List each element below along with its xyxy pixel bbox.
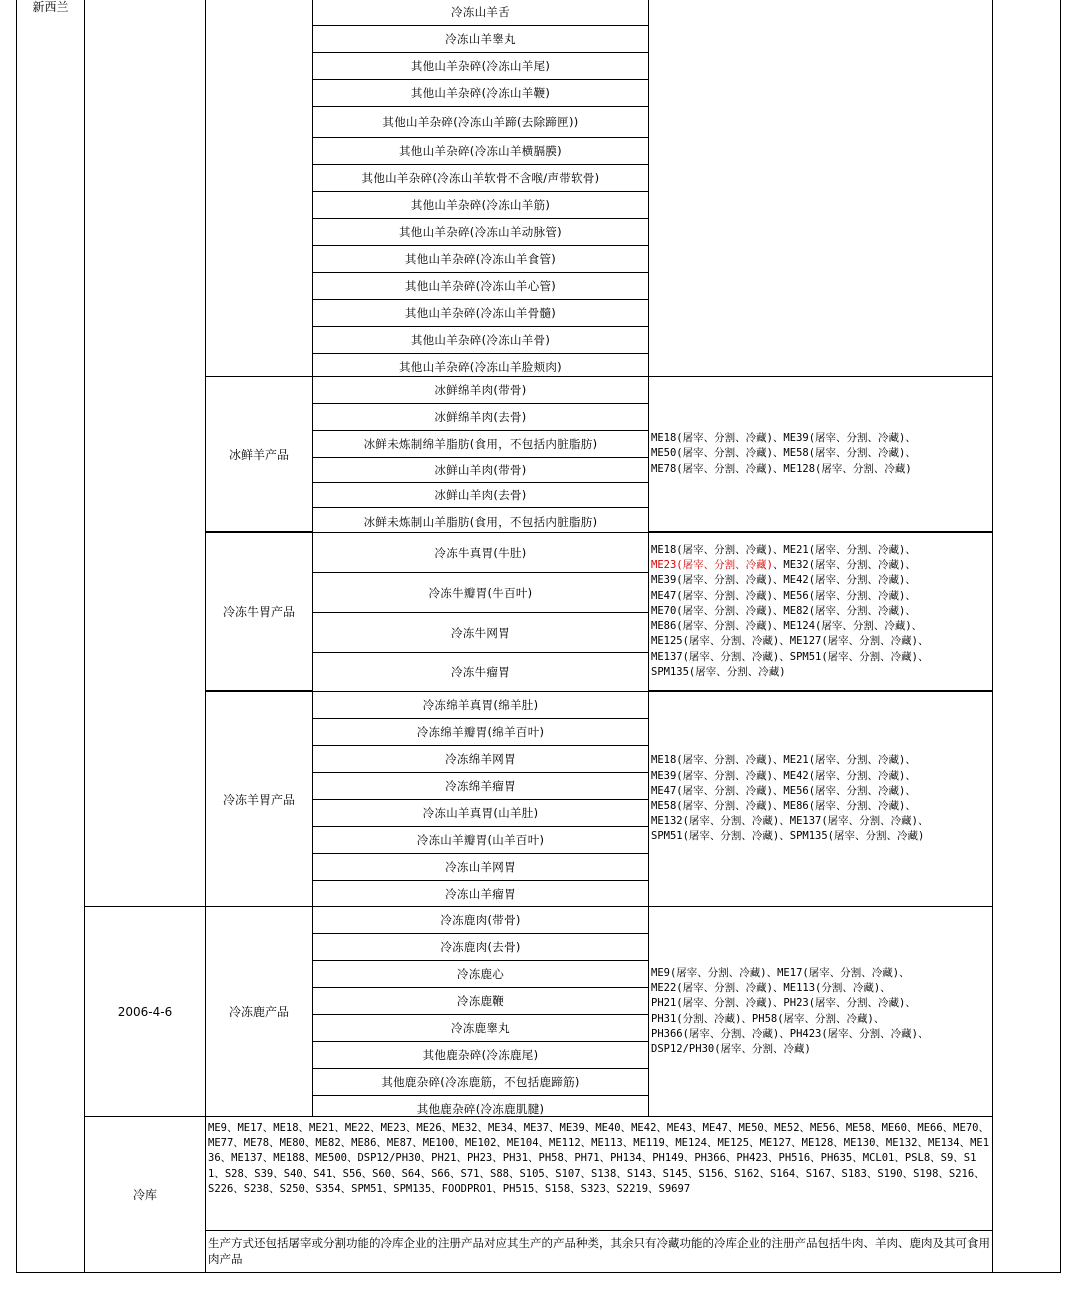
registered-plants (648, 906, 993, 1117)
product-row: 冷冻山羊舌 (312, 0, 649, 26)
product-row: 冷冻绵羊瘤胃 (312, 772, 649, 800)
plant-line: ME18(屠宰、分割、冷藏)、ME39(屠宰、分割、冷藏)、 (651, 432, 916, 445)
product-row: 冷冻鹿肉(去骨) (312, 933, 649, 961)
product-row: 冷冻鹿心 (312, 960, 649, 988)
cold-storage-note (205, 1230, 993, 1273)
category-name: 冷冻羊胃产品 (205, 691, 313, 907)
plant-line: DSP12/PH30(屠宰、分割、冷藏) (651, 1042, 811, 1055)
product-row: 冰鲜山羊肉(带骨) (312, 457, 649, 483)
plant-line: SPM135(屠宰、分割、冷藏) (651, 665, 786, 678)
plant-line: ME47(屠宰、分割、冷藏)、ME56(屠宰、分割、冷藏)、 (651, 589, 916, 602)
product-row: 冷冻牛瘤胃 (312, 652, 649, 692)
product-row: 冷冻绵羊网胃 (312, 745, 649, 773)
product-row: 其他鹿杂碎(冷冻鹿尾) (312, 1041, 649, 1069)
cold-storage-label (84, 1116, 206, 1273)
last-column (992, 0, 1061, 1273)
product-row: 其他山羊杂碎(冷冻山羊横膈膜) (312, 137, 649, 165)
date-column-top (84, 0, 206, 907)
country-column (16, 0, 85, 1273)
plant-line: ME78(屠宰、分割、冷藏)、ME128(屠宰、分割、冷藏) (651, 462, 912, 475)
plant-line: ME70(屠宰、分割、冷藏)、ME82(屠宰、分割、冷藏)、 (651, 604, 916, 617)
product-row: 冰鲜山羊肉(去骨) (312, 482, 649, 508)
product-row: 冷冻牛瓣胃(牛百叶) (312, 572, 649, 613)
plant-line: ME47(屠宰、分割、冷藏)、ME56(屠宰、分割、冷藏)、 (651, 784, 916, 797)
product-row: 冰鲜绵羊肉(带骨) (312, 376, 649, 404)
plant-line: PH21(屠宰、分割、冷藏)、PH23(屠宰、分割、冷藏)、 (651, 997, 916, 1010)
product-row: 冷冻山羊瘤胃 (312, 880, 649, 908)
plant-line: ME23(屠宰、分割、冷藏)、ME32(屠宰、分割、冷藏)、 (651, 559, 916, 572)
product-row: 冷冻牛真胃(牛肚) (312, 532, 649, 573)
plant-line: ME50(屠宰、分割、冷藏)、ME58(屠宰、分割、冷藏)、 (651, 447, 916, 460)
product-row: 其他山羊杂碎(冷冻山羊骨) (312, 326, 649, 354)
product-row: 其他山羊杂碎(冷冻山羊尾) (312, 52, 649, 80)
plant-line: ME137(屠宰、分割、冷藏)、SPM51(屠宰、分割、冷藏)、 (651, 650, 929, 663)
date-cell (84, 906, 206, 1117)
plant-line: ME125(屠宰、分割、冷藏)、ME127(屠宰、分割、冷藏)、 (651, 635, 929, 648)
product-row: 其他山羊杂碎(冷冻山羊脸颊肉) (312, 353, 649, 381)
cold-storage-plant-codes: ME9、ME17、ME18、ME21、ME22、ME23、ME26、ME32、ME34、ME37、ME39、ME40、ME42、ME43、ME47、ME50、ME52、ME56、ME58、ME60、ME66、ME70、ME77、ME78、ME80、ME82、ME86、ME87、ME100、ME102、ME104、ME112、ME113、ME119、ME124、ME125、ME127、ME128、ME130、ME132、ME134、ME136、ME137、ME188、ME500、DSP12/PH30、PH21、PH23、PH31、PH58、PH71、PH134、PH149、PH366、PH423、PH516、PH635、MCL01、PSL8、S9、S11、S28、S39、S40、S41、S56、S60、S64、S66、S71、S88、S105、S107、S138、S143、S145、S156、S162、S164、S167、S183、S190、S198、S216、S226、S238、S250、S354、SPM51、SPM135、FOODPRO1、PH515、S158、S323、S2219、S9697 (208, 1122, 990, 1195)
cold-storage-title: 冷库 (132, 1187, 157, 1202)
plant-line: ME18(屠宰、分割、冷藏)、ME21(屠宰、分割、冷藏)、 (651, 544, 916, 557)
product-row: 冷冻山羊真胃(山羊肚) (312, 799, 649, 827)
category-name: 冰鲜羊产品 (205, 376, 313, 532)
goat-offal-plants-cell (648, 0, 993, 377)
product-row: 冷冻绵羊瓣胃(绵羊百叶) (312, 718, 649, 746)
plant-line: ME58(屠宰、分割、冷藏)、ME86(屠宰、分割、冷藏)、 (651, 800, 916, 812)
approval-date: 2006-4-6 (117, 1004, 173, 1019)
product-row: 其他山羊杂碎(冷冻山羊心管) (312, 272, 649, 300)
product-row: 冷冻山羊瓣胃(山羊百叶) (312, 826, 649, 854)
plant-line: SPM51(屠宰、分割、冷藏)、SPM135(屠宰、分割、冷藏) (651, 830, 925, 843)
cold-storage-list (205, 1116, 993, 1231)
product-row: 冰鲜未炼制绵羊脂肪(食用，不包括内脏脂肪) (312, 430, 649, 458)
plant-line: ME22(屠宰、分割、冷藏)、ME113(分割、冷藏)、 (651, 982, 891, 995)
goat-offal-category-cell (205, 0, 313, 377)
product-row: 冷冻山羊睾丸 (312, 25, 649, 53)
product-row: 其他山羊杂碎(冷冻山羊骨髓) (312, 299, 649, 327)
product-row: 冰鲜绵羊肉(去骨) (312, 403, 649, 431)
plant-line: ME39(屠宰、分割、冷藏)、ME42(屠宰、分割、冷藏)、 (651, 769, 916, 782)
product-row: 其他鹿杂碎(冷冻鹿肌腱) (312, 1095, 649, 1123)
product-row: 其他山羊杂碎(冷冻山羊鞭) (312, 79, 649, 107)
product-row: 冷冻鹿鞭 (312, 987, 649, 1015)
product-row: 冷冻山羊网胃 (312, 853, 649, 881)
plant-line: ME132(屠宰、分割、冷藏)、ME137(屠宰、分割、冷藏)、 (651, 815, 929, 828)
product-row: 其他山羊杂碎(冷冻山羊软骨不含喉/声带软骨) (312, 164, 649, 192)
product-row: 其他山羊杂碎(冷冻山羊动脉管) (312, 218, 649, 246)
registered-plants (648, 691, 993, 907)
highlighted-plant: ME23(屠宰、分割、冷藏) (651, 559, 773, 572)
plant-line: PH31(分割、冷藏)、PH58(屠宰、分割、冷藏)、 (651, 1012, 885, 1025)
plant-line: ME39(屠宰、分割、冷藏)、ME42(屠宰、分割、冷藏)、 (651, 574, 916, 587)
product-row: 其他山羊杂碎(冷冻山羊食管) (312, 245, 649, 273)
product-row: 冷冻牛网胃 (312, 612, 649, 653)
plant-line: ME18(屠宰、分割、冷藏)、ME21(屠宰、分割、冷藏)、 (651, 754, 916, 767)
registered-plants (648, 376, 993, 532)
cold-storage-note-text: 生产方式还包括屠宰或分割功能的冷库企业的注册产品对应其生产的产品种类，其余只有冷藏功能的冷库企业的注册产品包括牛肉、羊肉、鹿肉及其可食用肉产品 (208, 1236, 990, 1266)
plant-line: ME86(屠宰、分割、冷藏)、ME124(屠宰、分割、冷藏)、 (651, 620, 923, 633)
product-row: 其他山羊杂碎(冷冻山羊筋) (312, 191, 649, 219)
category-name: 冷冻鹿产品 (205, 906, 313, 1117)
product-row: 冰鲜未炼制山羊脂肪(食用，不包括内脏脂肪) (312, 507, 649, 536)
plant-line: PH366(屠宰、分割、冷藏)、PH423(屠宰、分割、冷藏)、 (651, 1027, 929, 1040)
product-row: 其他鹿杂碎(冷冻鹿筋，不包括鹿蹄筋) (312, 1068, 649, 1096)
product-row: 冷冻鹿睾丸 (312, 1014, 649, 1042)
country-name: 新西兰 (32, 0, 69, 14)
product-row: 其他山羊杂碎(冷冻山羊蹄(去除蹄匣)) (312, 106, 649, 138)
product-row: 冷冻鹿肉(带骨) (312, 906, 649, 934)
plant-line: ME9(屠宰、分割、冷藏)、ME17(屠宰、分割、冷藏)、 (651, 966, 910, 979)
category-name: 冷冻牛胃产品 (205, 532, 313, 691)
registered-plants (648, 532, 993, 691)
product-row: 冷冻绵羊真胃(绵羊肚) (312, 691, 649, 719)
